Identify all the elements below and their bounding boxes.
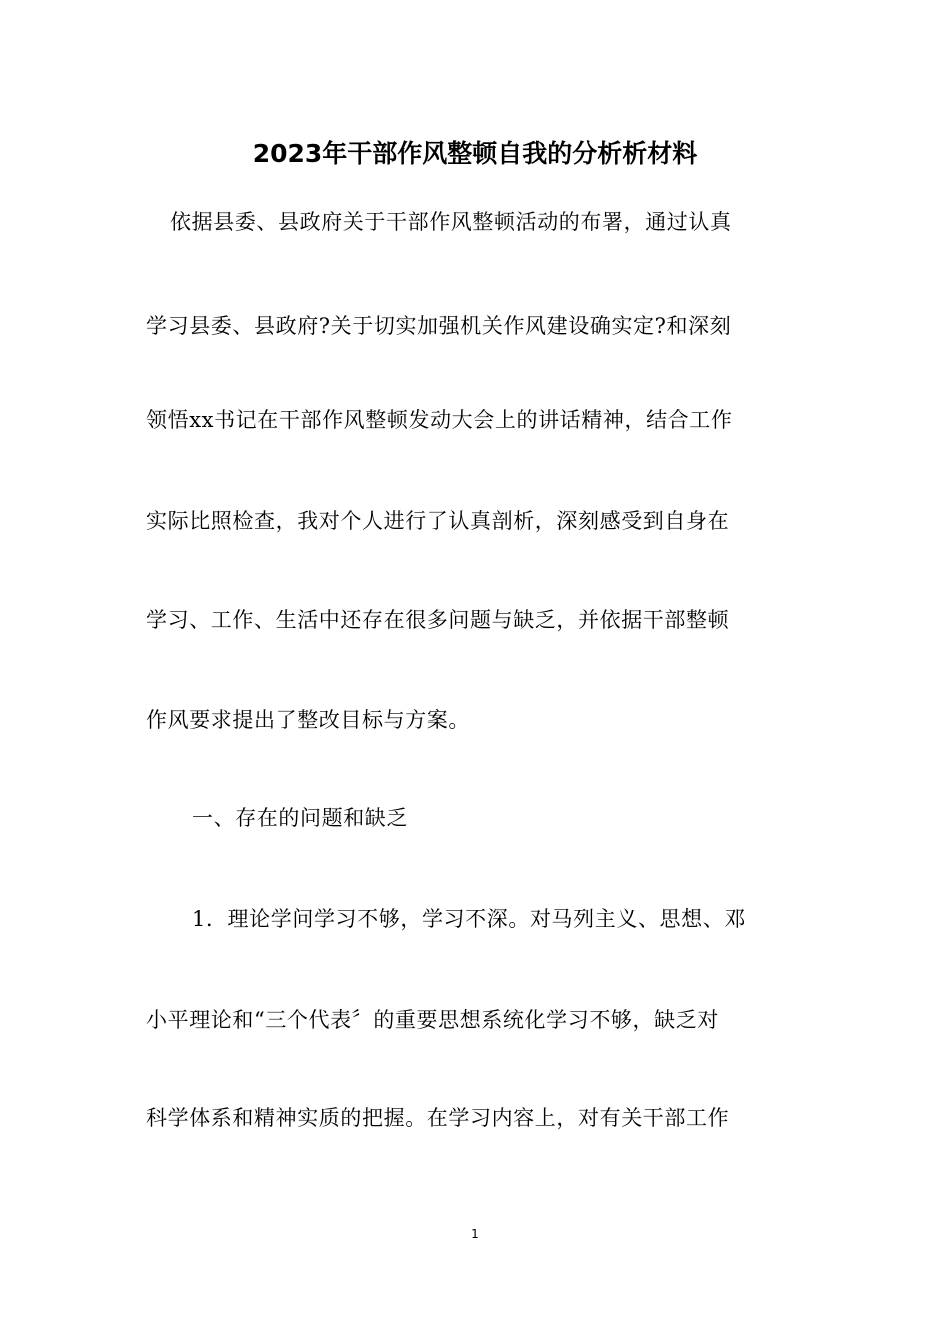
- page-number: 1: [471, 1227, 479, 1241]
- document-title: 2023年干部作风整顿自我的分析析材料: [252, 139, 698, 168]
- paragraph-line-9: 小平理论和“三个代表〞的重要思想系统化学习不够，缺乏对: [146, 1008, 719, 1032]
- paragraph-line-3: 领悟xx书记在干部作风整顿发动大会上的讲话精神，结合工作: [146, 408, 733, 432]
- paragraph-line-6: 作风要求提出了整改目标与方案。: [146, 708, 470, 732]
- section-heading: 一、存在的问题和缺乏: [192, 806, 408, 830]
- paragraph-line-4: 实际比照检查，我对个人进行了认真剖析，深刻感受到自身在: [146, 509, 730, 533]
- paragraph-line-5: 学习、工作、生活中还存在很多问题与缺乏，并依据干部整顿: [146, 608, 730, 632]
- paragraph-line-8: 1．理论学问学习不够，学习不深。对马列主义、思想、邓: [192, 907, 746, 931]
- paragraph-line-1: 依据县委、县政府关于干部作风整顿活动的布署，通过认真: [170, 210, 732, 234]
- paragraph-line-2: 学习县委、县政府?关于切实加强机关作风建设确实定?和深刻: [146, 314, 732, 338]
- paragraph-line-10: 科学体系和精神实质的把握。在学习内容上，对有关干部工作: [146, 1106, 730, 1130]
